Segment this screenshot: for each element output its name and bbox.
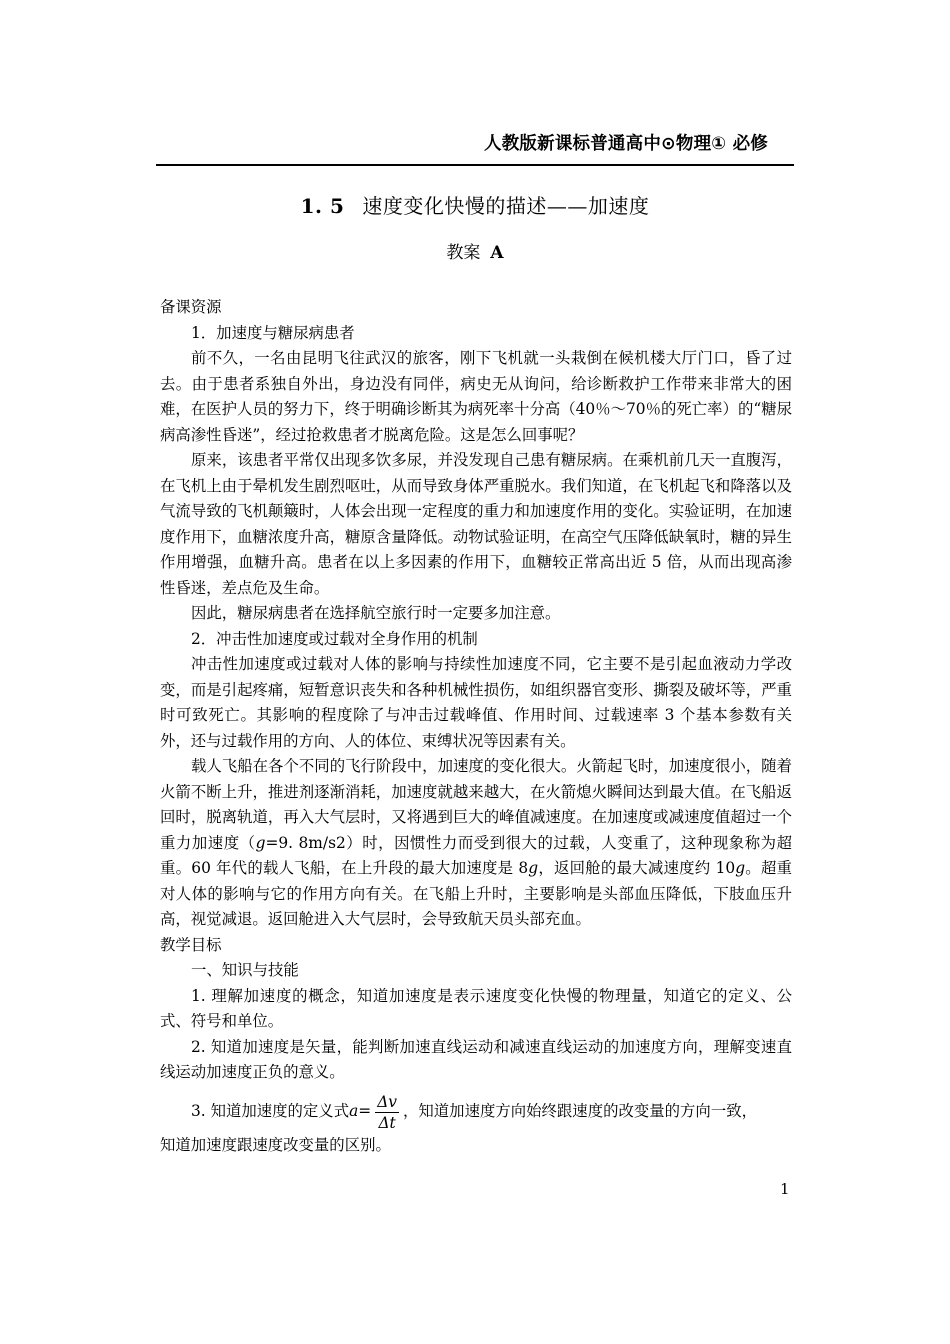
goal-2: 2. 知道加速度是矢量，能判断加速直线运动和减速直线运动的加速度方向，理解变速直线运动加速度正负的意义。 — [160, 1037, 792, 1081]
item1-paragraph-1: 前不久，一名由昆明飞往武汉的旅客，刚下飞机就一头栽倒在候机楼大厅门口，昏了过去。由于患者系独自外出，身边没有同伴，病史无从询问，给诊断救护工作带来非常大的困难，在医护人员的努力下，终于明确诊断其为病死率十分高（40％～70％的死亡率）的“糖尿病高渗性昏迷”，经过抢救患者才脱离危险。这是怎么回事呢？ — [160, 349, 792, 444]
header-rule — [156, 164, 794, 166]
formula-lhs: a — [349, 1102, 359, 1121]
gravity-symbol: g — [735, 859, 746, 877]
item1-paragraph-2: 原来，该患者平常仅出现多饮多尿，并没发现自己患有糖尿病。在乘机前几天一直腹泻，在飞机上由于晕机发生剧烈呕吐，从而导致身体严重脱水。我们知道，在飞机起飞和降落以及气流导致的飞机颠簸时，人体会出现一定程度的重力和加速度作用的变化。实验证明，在加速度作用下，血糖浓度升高，糖原含量降低。动物试验证明，在高空气压降低缺氧时，糖的异生作用增强，血糖升高。患者在以上多因素的作用下，血糖较正常高出近 5 倍，从而出现高渗性昏迷，差点危及生命。 — [160, 451, 792, 597]
goal-3-prefix: 3. 知道加速度的定义式 — [191, 1102, 350, 1121]
resources-heading: 备课资源 — [160, 298, 222, 316]
item1-paragraph-3: 因此，糖尿病患者在选择航空旅行时一定要多加注意。 — [191, 604, 561, 622]
subtitle-letter: A — [490, 243, 504, 263]
goal-3-continuation: 知道加速度跟速度改变量的区别。 — [160, 1135, 391, 1154]
formula-fraction — [375, 1092, 399, 1133]
page-title — [0, 190, 950, 219]
item2-heading: 2．冲击性加速度或过载对全身作用的机制 — [191, 629, 478, 648]
item2-paragraph-1: 冲击性加速度或过载对人体的影响与持续性加速度不同，它主要不是引起血液动力学改变，而是引起疼痛，短暂意识丧失和各种机械性损伤，如组织器官变形、撕裂及破坏等，严重时可致死亡。其影响的程度除了与冲击过载峰值、作用时间、过载速率 3 个基本参数有关外，还与过载作用的方向、人的体位、束缚状况等因素有关。 — [160, 655, 792, 750]
subtitle-label: 教案 — [446, 243, 481, 263]
section-title: 速度变化快慢的描述——加速度 — [362, 194, 650, 218]
item2-p2-part-b: =9. 8m/s2）时，因惯性力而受到很大的过载，人变重了，这种现象称为超重。60 年代的载人飞船，在上升段的最大加速度是 8 — [160, 833, 792, 877]
goal-1: 1. 理解加速度的概念，知道加速度是表示速度变化快慢的物理量，知道它的定义、公式、符号和单位。 — [160, 986, 792, 1030]
gravity-symbol: g — [528, 859, 539, 877]
item2-paragraph-2 — [160, 754, 792, 933]
formula-equals: = — [358, 1102, 372, 1121]
gravity-symbol: g — [255, 833, 266, 852]
section-number: 1. 5 — [300, 194, 345, 218]
goal-3-suffix: ，知道加速度方向始终跟速度的改变量的方向一致， — [403, 1102, 757, 1121]
item2-p2-part-d: 。超重对人体的影响与它的作用方向有关。在飞船上升时，主要影响是头部血压降低，下肢血压升高，视觉减退。返回舱进入大气层时，会导致航天员头部充血。 — [160, 859, 792, 928]
body-text — [160, 295, 792, 1158]
plan-subtitle — [0, 238, 950, 263]
item1-heading: 1．加速度与糖尿病患者 — [191, 323, 355, 342]
item2-p2-part-a: 载人飞船在各个不同的飞行阶段中，加速度的变化很大。火箭起飞时，加速度很小，随着火箭不断上升，推进剂逐渐消耗，加速度就越来越大，在火箭熄火瞬间达到最大值。在飞船返回时，脱离轨道，再入大气层时，又将遇到巨大的峰值减速度。在加速度或减速度值超过一个重力加速度（ — [160, 757, 792, 852]
item2-p2-part-c: ，返回舱的最大减速度约 10 — [538, 859, 736, 877]
page-number: 1 — [780, 1180, 790, 1198]
running-header: 人教版新课标普通高中⊙物理① 必修 — [484, 134, 768, 154]
goals-heading: 教学目标 — [160, 935, 222, 954]
goal-3-line — [160, 1092, 792, 1133]
goals-subheading: 一、知识与技能 — [191, 961, 299, 979]
formula-denominator: Δt — [378, 1113, 396, 1132]
formula-numerator: Δv — [377, 1092, 397, 1111]
